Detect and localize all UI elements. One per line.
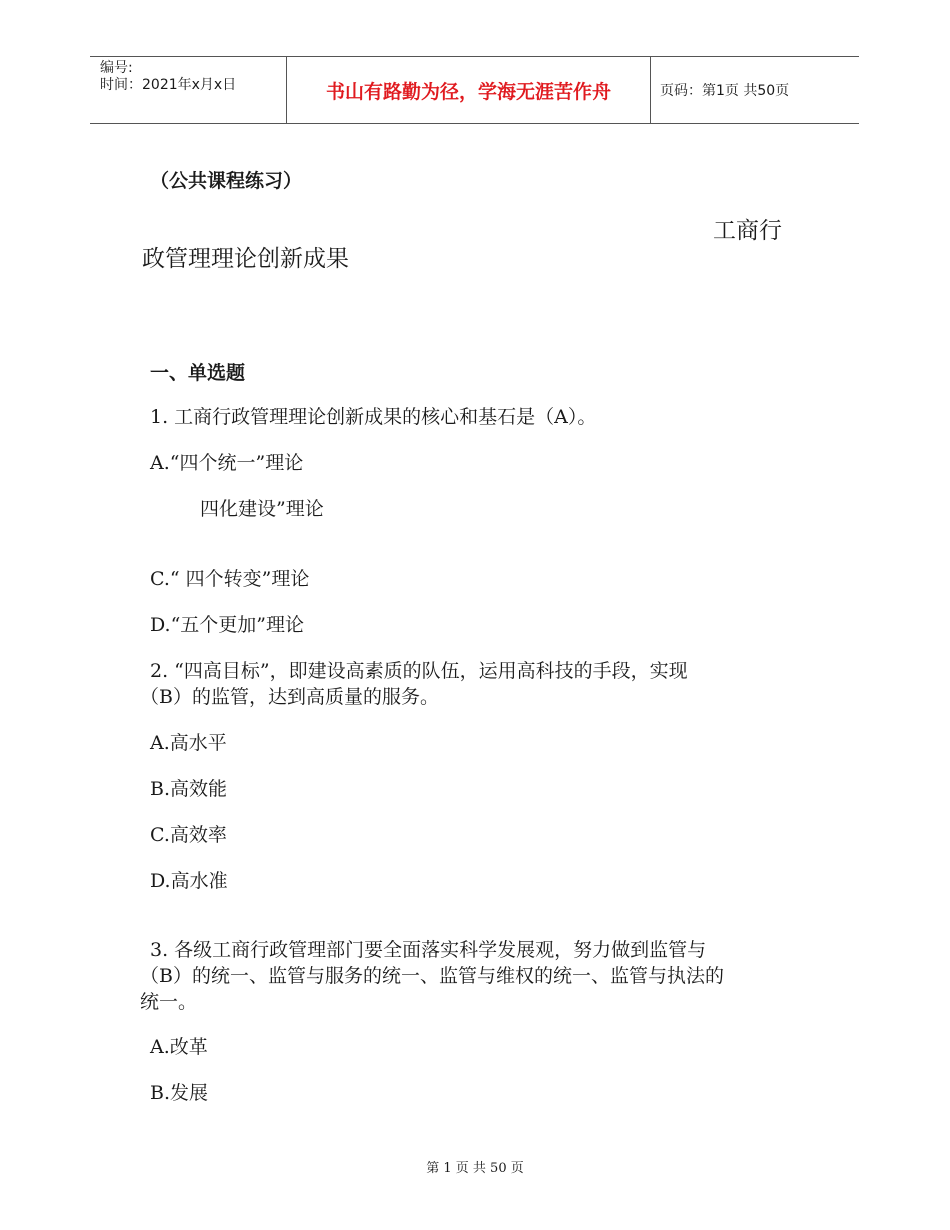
q1-option-c: C.“ 四个转变”理论 [150,568,310,590]
q3-question-line1: 3. 各级工商行政管理部门要全面落实科学发展观，努力做到监管与 [150,939,707,961]
page-label: 页码：第1页 共50页 [660,83,790,99]
q1-option-b: 四化建设”理论 [200,498,324,520]
q1-question: 1. 工商行政管理理论创新成果的核心和基石是（A）。 [150,406,597,428]
motto: 书山有路勤为径，学海无涯苦作舟 [286,57,651,123]
time-label: 时间：2021年x月x日 [100,77,237,93]
q3-question-line3: 统一。 [140,991,198,1013]
q2-option-d: D.高水准 [150,870,228,892]
q1-option-a: A.“四个统一”理论 [150,452,304,474]
page-footer: 第 1 页 共 50 页 [426,1161,524,1176]
section-title: 一、单选题 [150,362,246,384]
number-label: 编号: [100,60,133,76]
page-header [90,56,859,124]
q2-option-a: A.高水平 [150,732,227,754]
q3-question-line2: （B）的统一、监管与服务的统一、监管与维权的统一、监管与执法的 [140,965,724,987]
title-part2: 政管理理论创新成果 [142,246,349,272]
q2-option-c: C.高效率 [150,824,227,846]
q1-option-d: D.“五个更加”理论 [150,614,305,636]
q2-option-b: B.高效能 [150,778,228,800]
header-meta [90,57,286,123]
title-part1: 工商行 [713,218,782,244]
q2-question-line2: （B）的监管，达到高质量的服务。 [140,686,439,708]
q3-option-b: B.发展 [150,1082,209,1104]
course-label: （公共课程练习） [150,170,303,192]
q3-option-a: A.改革 [150,1036,208,1058]
q2-question-line1: 2. “四高目标”，即建设高素质的队伍，运用高科技的手段，实现 [150,660,688,682]
